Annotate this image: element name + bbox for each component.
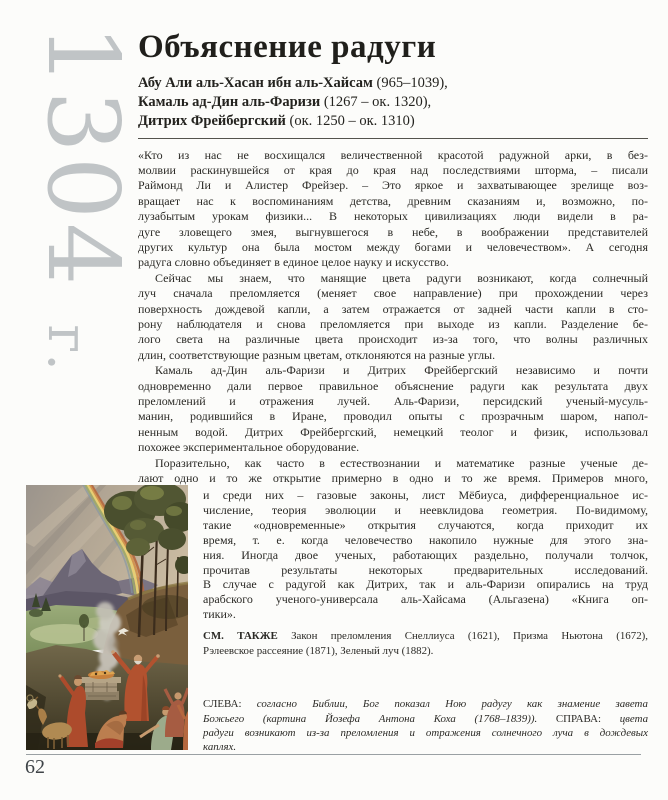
- header-divider: [138, 138, 648, 139]
- authors-list: [138, 74, 648, 132]
- paragraph-3: Камаль ад-Дин аль-Фаризи и Дитрих Фрейбергский независимо и почти одновременно дали первое правильное объяснение радуги как результата двух преломлений и отражения лучей. Аль-Фаризи, персидский ученый-мусуль- манин, родившийся в Иране, проводил опыты с прозрачным шаром, напол- ненным водой. Дитрих Фрейбергский, немецкий теолог и физик, использовал похожее экспериментальное оборудование.: [138, 363, 648, 455]
- image-caption: СЛЕВА: согласно Библии, Бог показал Ною радугу как знамение завета Божьего (картина Йозефа Антона Коха (1768–1839)). СПРАВА: цвета радуги возникают из-за преломления и отражения солнечного луча в дождевых каплях.: [203, 698, 649, 754]
- wrapped-text-column: [203, 488, 648, 755]
- paragraph-4-continued: и среди них – газовые законы, лист Мёбиуса, дифференциальное ис- числение, теория эволюции и неевклидова геометрия. По-видимому, такие «одновременные» открытия случаются, когда приходит их время, т. е. когда человечество накопило нужные для этого зна- ния. Иногда двое ученых, работающих раздельно, получали толчок, прочитав результаты некоторых предварительных исследований. В случае с радугой как Дитрих, так и аль-Фаризи опирались на труд арабского ученого-универсала аль-Хайсама (Альгазена) «Книга оп- тики».: [203, 488, 648, 622]
- year-number: 1304: [25, 24, 139, 290]
- year-suffix: г.: [36, 324, 100, 371]
- page-number: 62: [25, 756, 45, 778]
- author-line: Камаль ад-Дин аль-Фаризи (1267 – ок. 1320),: [138, 93, 432, 110]
- painting-noah-rainbow-koch: [26, 485, 188, 750]
- author-line: Абу Али аль-Хасан ибн аль-Хайсам (965–1039),: [138, 74, 448, 91]
- year-sidebar-label: [25, 24, 139, 371]
- author-line: Дитрих Фрейбергский (ок. 1250 – ок. 1310): [138, 113, 415, 130]
- page-title: Объяснение радуги: [138, 29, 437, 65]
- footer-divider: [26, 754, 641, 755]
- paragraph-2: Сейчас мы знаем, что манящие цвета радуги возникают, когда солнечный луч сначала преломляется (меняет свое направление) при прохождении через поверхность дождевой капли, а затем отражается от задней части капли в сто- рону наблюдателя и снова преломляется при выходе из капли. Разделение бе- лого света на различные цвета происходит из-за того, что волны различных длин, соответствующие разным цветам, отклоняются на разные углы.: [138, 270, 648, 362]
- paragraph-4-intro: Поразительно, как часто в естествознании и математике разные ученые де- лают одно и то же открытие примерно в одно и то же время. Примеров много,: [138, 455, 648, 486]
- paragraph-1: «Кто из нас не восхищался величественной красотой радужной арки, в без- молвии раскинувшейся от края до края над последствиями шторма, – писали Раймонд Ли и Алистер Фрейзер. – Это яркое и захватывающее зрелище воз- вращает нас к воспоминаниям детства, древним сказаниям и, возможно, по- лузабытым урокам физики... В некоторых цивилизациях люди видели в ра- дуге зловещего змея, выгнувшегося в небе, в воображении представителей других культур она была мостом между богами и человечеством». А сегодня радуга словно объединяет в единое целое науку и искусство.: [138, 147, 648, 270]
- text-column: [138, 30, 648, 486]
- see-also-section: СМ. ТАКЖЕ Закон преломления Снеллиуса (1621), Призма Ньютона (1672), Рэлеевское рассеяние (1871), Зеленый луч (1882).: [203, 630, 648, 658]
